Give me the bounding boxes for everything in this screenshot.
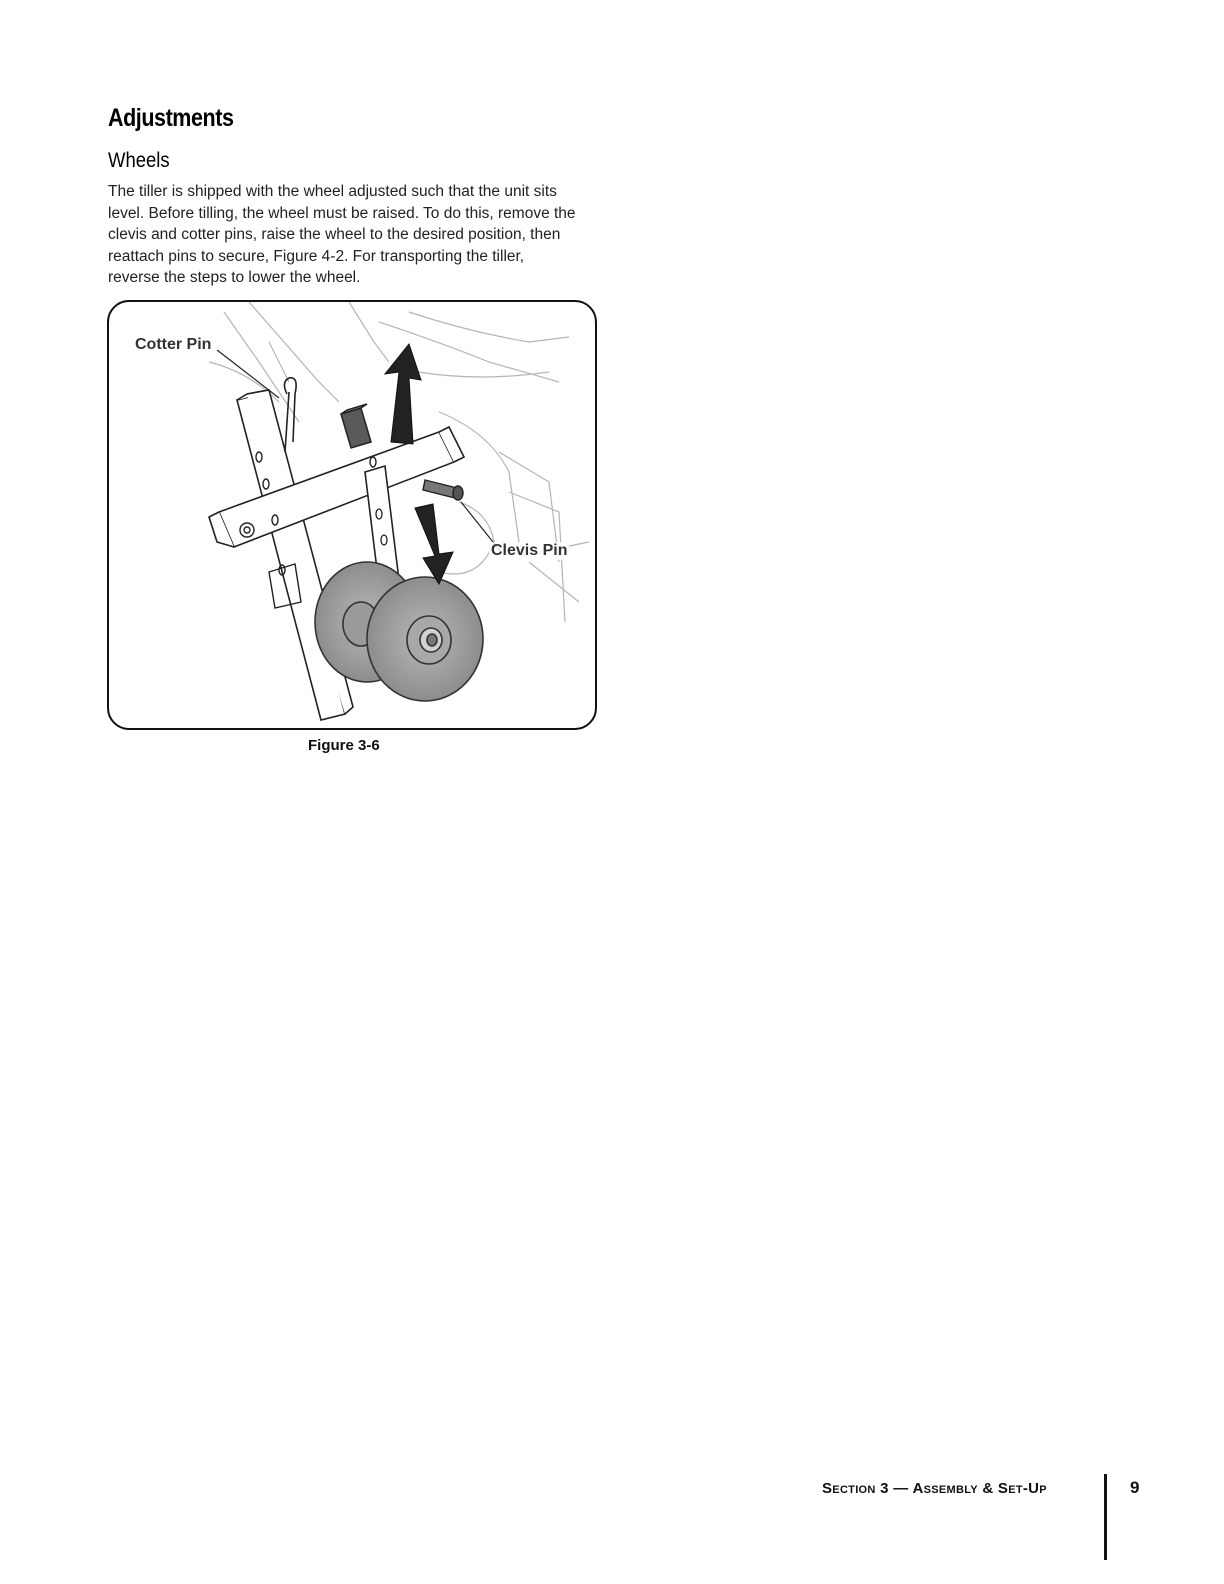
cotter-pin-callout: Cotter Pin [135,336,212,353]
clevis-pin-callout: Clevis Pin [491,542,568,559]
section-heading: Adjustments [108,104,234,132]
figure-caption: Figure 3-6 [308,737,380,754]
instruction-paragraph: The tiller is shipped with the wheel adjusted such that the unit sits level. Before tilling, the wheel must be raised. To do this, remove the clevis and cotter pins, raise the wheel to the desired position, then reattach pins to secure, Figure 4-2. For transporting the tiller, reverse the steps to lower the wheel. [108,183,576,287]
wheel-adjustment-figure [107,300,597,730]
wheel-assembly-illustration [109,302,595,728]
page-number: 9 [1130,1478,1140,1497]
footer-section-title: Section 3 — Assembly & Set-Up [822,1480,1047,1497]
subsection-heading: Wheels [108,149,170,172]
footer-divider [1104,1474,1107,1560]
